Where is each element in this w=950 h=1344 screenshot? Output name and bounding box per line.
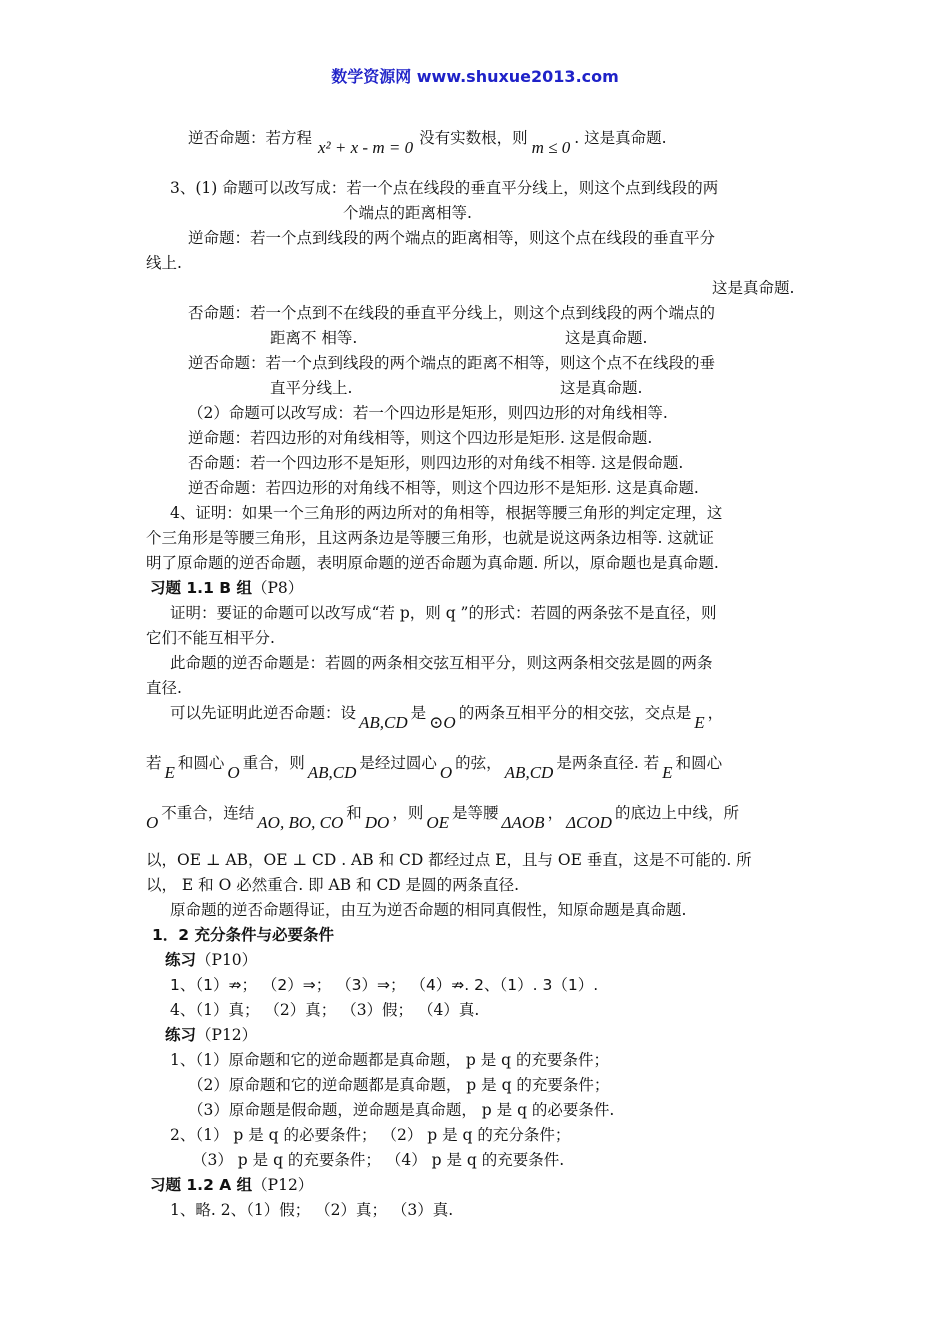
text: 逆否命题：若方程	[188, 129, 313, 147]
line-28: 1、（1）⇏； （2）⇒； （3）⇒； （4）⇏. 2、（1）. 3（1）.	[170, 976, 599, 994]
math: E	[694, 713, 705, 732]
text: 没有实数根，则	[419, 129, 528, 147]
line-3: 个端点的距离相等.	[343, 204, 472, 222]
line-10b: 这是真命题.	[560, 379, 643, 397]
line-34: （3） p 是 q 的充要条件； （4） p 是 q 的充要条件.	[192, 1151, 565, 1169]
heading-exercise-1-2-a	[150, 1175, 313, 1195]
math: OE	[426, 813, 450, 832]
line-33: 2、（1） p 是 q 的必要条件； （2） p 是 q 的充分条件；	[170, 1126, 571, 1144]
line-5: 线上.	[146, 254, 182, 272]
math: DO	[364, 813, 390, 832]
heading-text: 练习	[165, 1026, 197, 1044]
heading-page: （P8）	[251, 579, 304, 597]
text: 是	[410, 704, 427, 722]
text: 是等腰	[452, 804, 499, 822]
line-2: 3、(1) 命题可以改写成：若一个点在线段的垂直平分线上，则这个点到线段的两	[170, 179, 719, 197]
math: AB,CD	[359, 713, 408, 732]
text: 和	[346, 804, 362, 822]
heading-text: 习题 1.2 A 组	[150, 1176, 253, 1194]
line-31: （2）原命题和它的逆命题都是真命题， p 是 q 的充要条件；	[188, 1076, 610, 1094]
line-7: 否命题：若一个点到不在线段的垂直平分线上，则这个点到线段的两个端点的	[188, 304, 716, 322]
site-name: 数学资源网	[331, 67, 417, 86]
heading-text: 练习	[165, 951, 197, 969]
math: E	[662, 763, 673, 782]
math: ⊙O	[429, 713, 456, 732]
heading-practice-p10	[165, 950, 257, 970]
text: 的两条互相平分的相交弦，交点是	[458, 704, 692, 722]
line-21: 直径.	[146, 679, 182, 697]
text: 是经过圆心	[359, 754, 437, 772]
math: ΔAOB	[501, 813, 545, 832]
equation: x² + x - m = 0	[318, 138, 414, 157]
line-26: 以， E 和 O 必然重合. 即 AB 和 CD 是圆的两条直径.	[146, 876, 520, 894]
heading-page: （P10）	[196, 951, 258, 969]
text: 的底边上中线，所	[614, 804, 739, 822]
line-6: 这是真命题.	[712, 279, 795, 297]
text: ，	[707, 704, 724, 722]
line-16: 个三角形是等腰三角形，且这两条边是等腰三角形，也就是说这两条边相等. 这就证	[146, 529, 714, 547]
text: 重合，则	[242, 754, 305, 772]
text: . 这是真命题.	[574, 129, 667, 147]
line-24	[146, 803, 739, 832]
math: ΔCOD	[566, 813, 612, 832]
math: E	[164, 763, 175, 782]
math: AB,CD	[307, 763, 357, 782]
line-14: 逆否命题：若四边形的对角线不相等，则这个四边形不是矩形. 这是真命题.	[188, 479, 699, 497]
math: O	[227, 763, 240, 782]
line-32: （3）原命题是假命题，逆命题是真命题， p 是 q 的必要条件.	[188, 1101, 615, 1119]
line-11: （2）命题可以改写成：若一个四边形是矩形，则四边形的对角线相等.	[188, 404, 668, 422]
line-35: 1、略. 2、（1）假； （2）真； （3）真.	[170, 1201, 454, 1219]
text: 是两条直径. 若	[556, 754, 660, 772]
math: AB,CD	[504, 763, 554, 782]
text: 和圆心	[177, 754, 225, 772]
math: O	[439, 763, 453, 782]
text: 可以先证明此逆否命题：设	[170, 704, 357, 722]
heading-text: 习题 1.1 B 组	[150, 579, 252, 597]
line-8a: 距离不 相等.	[270, 329, 358, 347]
site-url[interactable]: www.shuxue2013.com	[416, 67, 619, 86]
line-23	[146, 753, 723, 782]
line-1	[188, 128, 667, 157]
line-8b: 这是真命题.	[565, 329, 648, 347]
line-27: 原命题的逆否命题得证，由互为逆否命题的相同真假性，知原命题是真命题.	[170, 901, 687, 919]
line-10a: 直平分线上.	[270, 379, 353, 397]
line-22	[170, 703, 724, 732]
line-30: 1、（1）原命题和它的逆命题都是真命题， p 是 q 的充要条件；	[170, 1051, 610, 1069]
heading-page: （P12）	[252, 1176, 314, 1194]
line-17: 明了原命题的逆否命题，表明原命题的逆否命题为真命题. 所以，原命题也是真命题.	[146, 554, 719, 572]
heading-section-1-2: 1．2 充分条件与必要条件	[152, 926, 334, 944]
line-25: 以，OE ⊥ AB，OE ⊥ CD . AB 和 CD 都经过点 E，且与 OE 垂直，这是不可能的. 所	[146, 851, 752, 869]
line-29: 4、（1）真； （2）真； （3）假； （4）真.	[170, 1001, 480, 1019]
line-18: 证明：要证的命题可以改写成“若 p，则 q ”的形式：若圆的两条弦不是直径，则	[170, 604, 717, 622]
text: ，则	[392, 804, 424, 822]
page-header	[0, 67, 950, 87]
heading-exercise-1-1-b	[150, 578, 303, 598]
inequality: m ≤ 0	[531, 138, 571, 157]
line-13: 否命题：若一个四边形不是矩形，则四边形的对角线不相等. 这是假命题.	[188, 454, 684, 472]
line-9: 逆否命题：若一个点到线段的两个端点的距离不相等，则这个点不在线段的垂	[188, 354, 716, 372]
math: O	[146, 813, 159, 832]
heading-practice-p12	[165, 1025, 257, 1045]
line-20: 此命题的逆否命题是：若圆的两条相交弦互相平分，则这两条相交弦是圆的两条	[170, 654, 713, 672]
text: 若	[146, 754, 162, 772]
line-19: 它们不能互相平分.	[146, 629, 275, 647]
line-12: 逆命题：若四边形的对角线相等，则这个四边形是矩形. 这是假命题.	[188, 429, 653, 447]
text: 和圆心	[675, 754, 723, 772]
text: ，	[547, 804, 564, 822]
heading-page: （P12）	[196, 1026, 258, 1044]
text: 的弦，	[455, 754, 502, 772]
text: 不重合，连结	[161, 804, 255, 822]
line-15: 4、证明：如果一个三角形的两边所对的角相等，根据等腰三角形的判定定理，这	[170, 504, 723, 522]
math: AO, BO, CO	[257, 813, 344, 832]
line-4: 逆命题：若一个点到线段的两个端点的距离相等，则这个点在线段的垂直平分	[188, 229, 716, 247]
